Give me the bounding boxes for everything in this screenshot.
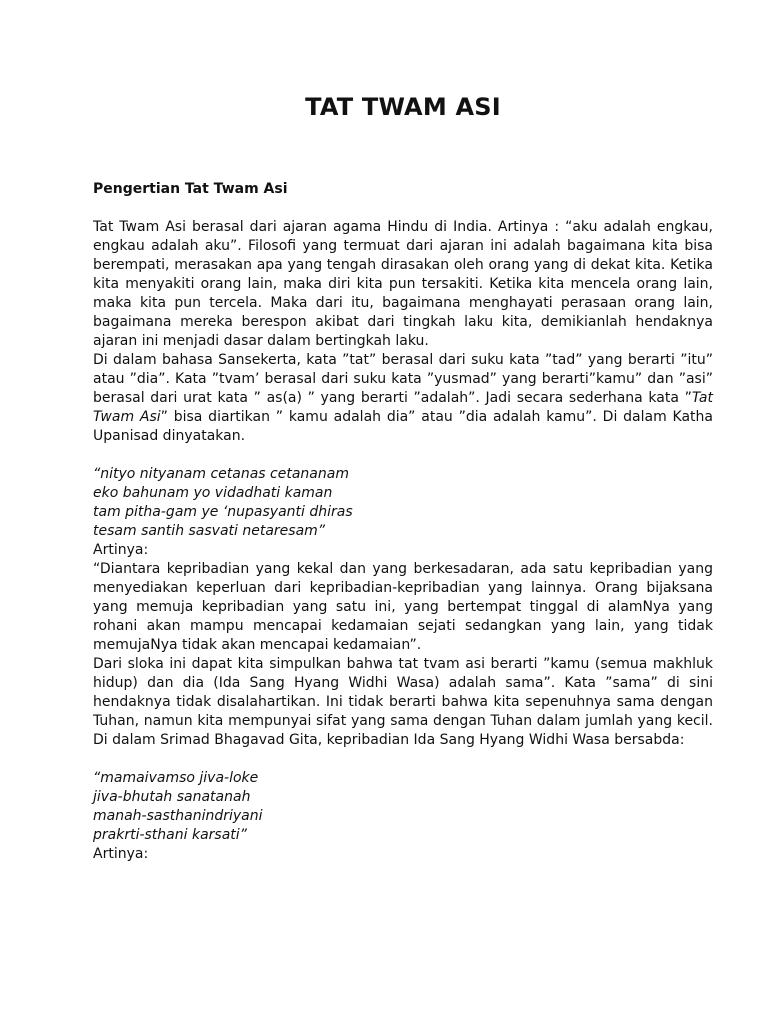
- verse-line: “mamaivamso jiva-loke: [93, 770, 259, 786]
- verse-bhagavad-gita: [93, 769, 713, 845]
- document-title: TAT TWAM ASI: [305, 93, 501, 121]
- verse-line: manah-sasthanindriyani: [93, 808, 263, 824]
- artinya-label: Artinya:: [93, 542, 149, 558]
- paragraph-sanskrit-italic-term: Tat Twam Asi: [93, 390, 713, 425]
- paragraph-sanskrit-text-1: Di dalam bahasa Sansekerta, kata ”tat” berasal dari suku kata ”tad” yang berarti ”itu” atau ”dia”. Kata ”tvam’ berasal dari suku kata ”yusmad” yang berarti”kamu” dan ”asi” berasal dari urat kata ” as(a) ” yang berarti ”adalah”. Jadi secara sederhana kata ”: [93, 352, 713, 406]
- paragraph-sanskrit-text-2: ” bisa diartikan ” kamu adalah dia” atau ”dia adalah kamu”. Di dalam Katha Upanisad dinyatakan.: [93, 409, 713, 444]
- verse-line: tesam santih sasvati netaresam”: [93, 523, 326, 539]
- section-heading: Pengertian Tat Twam Asi: [93, 181, 288, 197]
- verse-line: eko bahunam yo vidadhati kaman: [93, 485, 333, 501]
- paragraph-intro: Tat Twam Asi berasal dari ajaran agama Hindu di India. Artinya : “aku adalah engkau, engkau adalah aku”. Filosofi yang termuat dari ajaran ini adalah bagaimana kita bisa berempati, merasakan apa yang tengah dirasakan oleh orang yang di dekat kita. Ketika kita menyakiti orang lain, maka diri kita pun tersakiti. Ketika kita mencela orang lain, maka kita pun tercela. Maka dari itu, bagaimana menghayati perasaan orang lain, bagaimana mereka berespon akibat dari tingkah laku kita, demikianlah hendaknya ajaran ini menjadi dasar dalam bertingkah laku.: [93, 219, 713, 349]
- verse-katha-upanisad: [93, 465, 713, 541]
- document-page: [93, 90, 713, 864]
- verse-translation: “Diantara kepribadian yang kekal dan yang berkesadaran, ada satu kepribadian yang menyediakan keperluan dari kepribadian-kepribadian yang lainnya. Orang bijaksana yang memuja kepribadian yang satu ini, yang bertempat tinggal di alamNya yang rohani akan mampu mencapai kedamaian sejati sedangkan yang lain, yang tidak memujaNya tidak akan mencapai kedamaian”.: [93, 561, 713, 653]
- verse-line: tam pitha-gam ye ‘nupasyanti dhiras: [93, 504, 353, 520]
- verse-line: prakrti-sthani karsati”: [93, 827, 247, 843]
- paragraph-sanskrit-meaning: [93, 351, 713, 446]
- spacer: [93, 446, 713, 465]
- artinya-label: Artinya:: [93, 846, 149, 862]
- verse-line: “nityo nityanam cetanas cetananam: [93, 466, 349, 482]
- verse-line: jiva-bhutah sanatanah: [93, 789, 251, 805]
- spacer: [93, 750, 713, 769]
- paragraph-conclusion: Dari sloka ini dapat kita simpulkan bahwa tat tvam asi berarti ”kamu (semua makhluk hidup) dan dia (Ida Sang Hyang Widhi Wasa) adalah sama”. Kata ”sama” di sini hendaknya tidak disalahartikan. Ini tidak berarti bahwa kita sepenuhnya sama dengan Tuhan, namun kita mempunyai sifat yang sama dengan Tuhan dalam jumlah yang kecil. Di dalam Srimad Bhagavad Gita, kepribadian Ida Sang Hyang Widhi Wasa bersabda:: [93, 656, 713, 748]
